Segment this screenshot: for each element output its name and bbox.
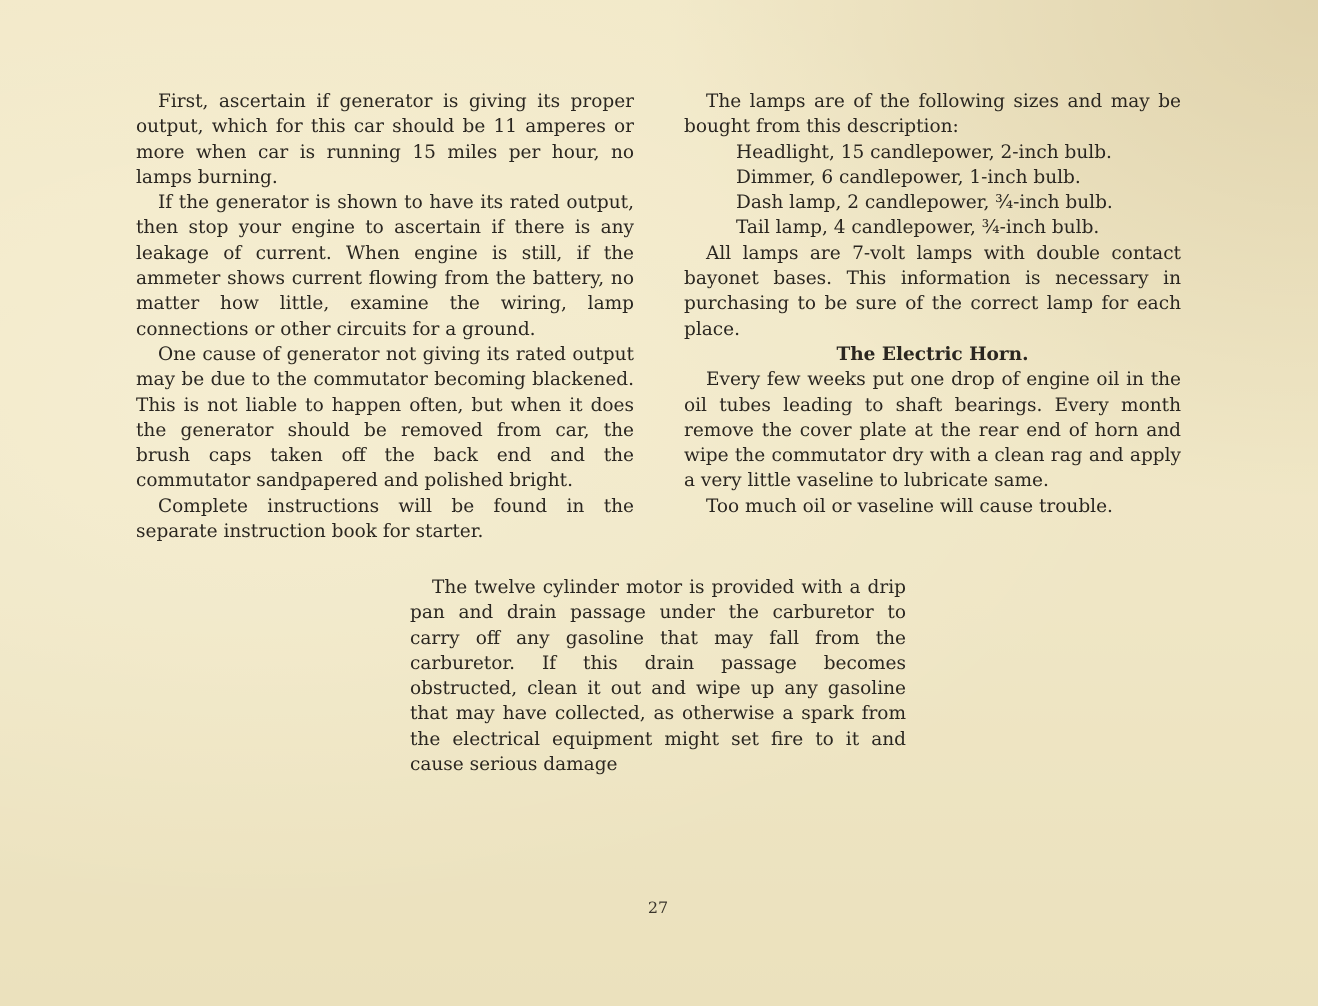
- lamps-note-paragraph: All lamps are 7-volt lamps with double contact bayonet bases. This information is necessary in purchasing to be sure of the correct lamp for each place.: [684, 242, 1181, 340]
- leakage-paragraph: If the generator is shown to have its rated output, then stop your engine to ascertain if there is any leakage of current. When engine is still, if the ammeter shows current flowing from the battery, no matter how little, examine the wiring, lamp connections or other circuits for a ground.: [136, 192, 634, 340]
- left-column: [136, 89, 634, 544]
- lamp-list-item: Tail lamp, 4 candlepower, ¾-inch bulb.: [736, 217, 1100, 239]
- commutator-paragraph: One cause of generator not giving its rated output may be due to the commutator becoming blackened. This is not liable to happen often, but when it does the generator should be removed from car, the brush caps taken off the back end and the commutator sandpapered and polished bright.: [136, 343, 634, 492]
- lamps-intro-paragraph: The lamps are of the following sizes and may be bought from this description:: [684, 91, 1181, 138]
- horn-oil-paragraph: Every few weeks put one drop of engine oil in the oil tubes leading to shaft bearings. Every month remove the cover plate at the rear end of horn and wipe the commutator dry with a clean rag and apply a very little vaseline to lubricate same.: [684, 369, 1181, 492]
- lamp-list-item: Headlight, 15 candlepower, 2-inch bulb.: [736, 141, 1112, 163]
- right-column: [684, 89, 1181, 519]
- bottom-block: [410, 575, 906, 777]
- instructions-paragraph: Complete instructions will be found in the separate instruction book for starter.: [136, 495, 634, 543]
- generator-output-paragraph: First, ascertain if generator is giving its proper output, which for this car should be 11 amperes or more when car is running 15 miles per hour, no lamps burning.: [136, 91, 634, 188]
- page-number: 27: [647, 898, 669, 917]
- lamp-list-item: Dimmer, 6 candlepower, 1-inch bulb.: [736, 166, 1081, 188]
- lamp-list-item: Dash lamp, 2 candlepower, ¾-inch bulb.: [736, 192, 1113, 214]
- drip-pan-paragraph: The twelve cylinder motor is provided with a drip pan and drain passage under the carburetor to carry off any gasoline that may fall from the carburetor. If this drain passage becomes obstructed, clean it out and wipe up any gasoline that may have collected, as otherwise a spark from the electrical equipment might set fire to it and cause serious damage: [410, 577, 906, 776]
- electric-horn-heading: The Electric Horn.: [836, 343, 1029, 365]
- lamp-list: [684, 140, 1181, 241]
- horn-warning-paragraph: Too much oil or vaseline will cause trouble.: [706, 495, 1113, 517]
